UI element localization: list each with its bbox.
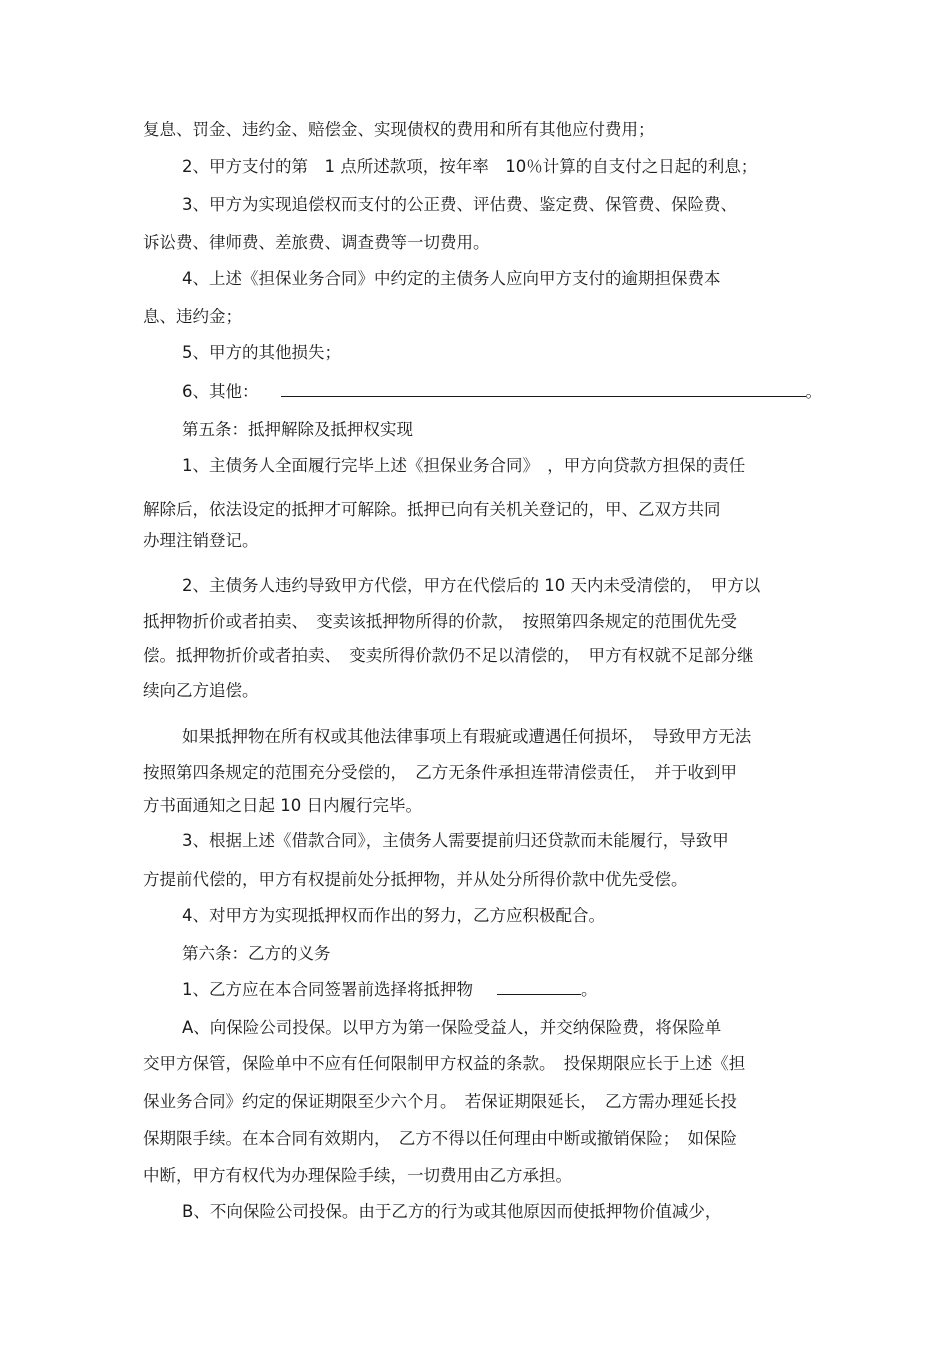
text-line: 1、主债务人全面履行完毕上述《担保业务合同》 ，甲方向贷款方担保的责任 <box>182 456 746 475</box>
text-line: 4、上述《担保业务合同》中约定的主债务人应向甲方支付的逾期担保费本 <box>182 269 721 288</box>
text-line: 息、违约金； <box>143 307 242 326</box>
text-line: 5、甲方的其他损失； <box>182 343 341 362</box>
text-line: B、不向保险公司投保。由于乙方的行为或其他原因而使抵押物价值减少， <box>182 1202 722 1221</box>
text-line: 偿。抵押物折价或者拍卖、 变卖所得价款仍不足以清偿的， 甲方有权就不足部分继 <box>143 646 754 665</box>
text-line: 按照第四条规定的范围充分受偿的， 乙方无条件承担连带清偿责任， 并于收到甲 <box>143 763 737 782</box>
text-line: 续向乙方追偿。 <box>143 681 259 700</box>
text-line: 2、甲方支付的第 1 点所述款项，按年率 10％计算的自支付之日起的利息； <box>182 157 758 176</box>
other-label: 6、其他： <box>182 382 259 401</box>
fill-in-blank <box>281 380 806 397</box>
text-line <box>182 978 598 1001</box>
text-line: 中断，甲方有权代为办理保险手续，一切费用由乙方承担。 <box>143 1166 572 1185</box>
period-mark: 。 <box>805 382 822 401</box>
period-mark: 。 <box>581 980 598 999</box>
text-line: 复息、罚金、违约金、赔偿金、实现债权的费用和所有其他应付费用； <box>143 120 655 139</box>
text-line: 4、对甲方为实现抵押权而作出的努力，乙方应积极配合。 <box>182 906 605 925</box>
article-heading: 第五条：抵押解除及抵押权实现 <box>182 420 413 439</box>
text-line: 解除后，依法设定的抵押才可解除。抵押已向有关机关登记的，甲、乙双方共同 <box>143 500 721 519</box>
text-line: 如果抵押物在所有权或其他法律事项上有瑕疵或遭遇任何损坏， 导致甲方无法 <box>182 727 752 746</box>
fill-in-blank <box>497 978 581 995</box>
text-line: 3、甲方为实现追偿权而支付的公正费、评估费、鉴定费、保管费、保险费、 <box>182 195 737 214</box>
text-line: A、向保险公司投保。以甲方为第一保险受益人，并交纳保险费，将保险单 <box>182 1018 722 1037</box>
text-line: 办理注销登记。 <box>143 531 259 550</box>
text-line: 方提前代偿的，甲方有权提前处分抵押物，并从处分所得价款中优先受偿。 <box>143 870 688 889</box>
text-line: 2、主债务人违约导致甲方代偿，甲方在代偿后的 10 天内未受清偿的， 甲方以 <box>182 576 761 595</box>
text-line: 保业务合同》约定的保证期限至少六个月。 若保证期限延长， 乙方需办理延长投 <box>143 1092 737 1111</box>
obligation-text: 1、乙方应在本合同签署前选择将抵押物 <box>182 980 473 999</box>
text-line: 保期限手续。在本合同有效期内， 乙方不得以任何理由中断或撤销保险； 如保险 <box>143 1129 737 1148</box>
text-line: 3、根据上述《借款合同》，主债务人需要提前归还贷款而未能履行，导致甲 <box>182 831 729 850</box>
text-line: 方书面通知之日起 10 日内履行完毕。 <box>143 796 422 815</box>
text-line <box>182 380 822 403</box>
text-line: 诉讼费、律师费、差旅费、调查费等一切费用。 <box>143 233 490 252</box>
article-heading: 第六条：乙方的义务 <box>182 944 331 963</box>
text-line: 抵押物折价或者拍卖、 变卖该抵押物所得的价款， 按照第四条规定的范围优先受 <box>143 612 737 631</box>
text-line: 交甲方保管，保险单中不应有任何限制甲方权益的条款。 投保期限应长于上述《担 <box>143 1054 746 1073</box>
